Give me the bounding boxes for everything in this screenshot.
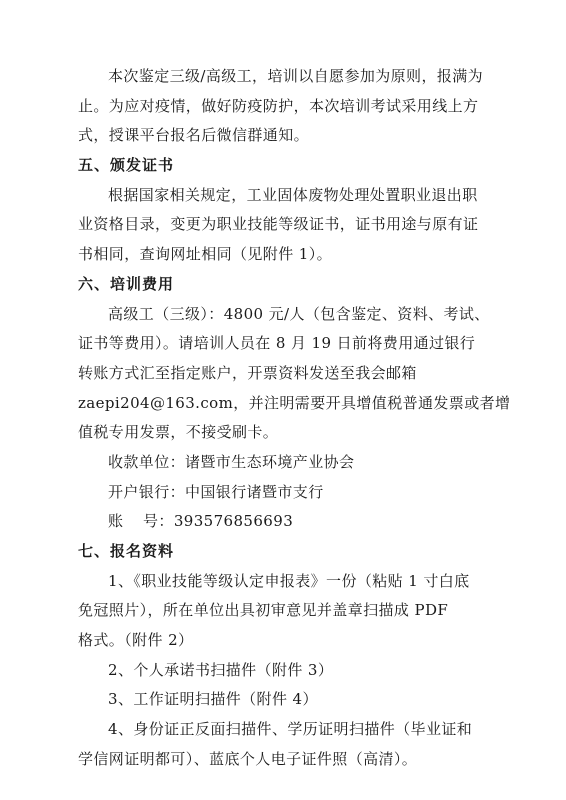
list-item-continuation: 免冠照片），所在单位出具初审意见并盖章扫描成 PDF <box>78 601 449 620</box>
paragraph-line: 证书等费用）。请培训人员在 8 月 19 日前将费用通过银行 <box>78 334 476 353</box>
paragraph-line: 式，授课平台报名后微信群通知。 <box>78 126 310 145</box>
account-number: 号：393576856693 <box>143 512 294 531</box>
paragraph-line: 值税专用发票，不接受刷卡。 <box>78 423 279 442</box>
payee-line: 收款单位：诸暨市生态环境产业协会 <box>108 452 355 471</box>
email-line: zaepi204@163.com，并注明需要开具增值税普通发票或者增 <box>78 393 511 412</box>
list-item: 4、身份证正反面扫描件、学历证明扫描件（毕业证和 <box>108 720 473 739</box>
paragraph-line: 业资格目录，变更为职业技能等级证书，证书用途与原有证 <box>78 215 479 234</box>
account-line <box>78 507 506 537</box>
list-item: 2、个人承诺书扫描件（附件 3） <box>108 660 334 679</box>
paragraph-line: 转账方式汇至指定账户，开票资料发送至我会邮箱 <box>78 363 417 382</box>
list-item: 1、《职业技能等级认定申报表》一份（粘贴 1 寸白底 <box>108 571 470 590</box>
bank-line: 开户银行：中国银行诸暨市支行 <box>108 482 324 501</box>
paragraph-line: 高级工（三级）：4800 元/人（包含鉴定、资料、考试、 <box>108 304 490 323</box>
list-item-continuation: 学信网证明都可）、蓝底个人电子证件照（高清）。 <box>78 749 418 768</box>
section-heading-materials: 七、报名资料 <box>78 542 175 560</box>
account-label-char: 账 <box>108 512 144 531</box>
section-heading-certificate: 五、颁发证书 <box>78 156 175 175</box>
paragraph-line: 书相同，查询网址相同（见附件 1）。 <box>78 245 333 264</box>
paragraph-line: 根据国家相关规定，工业固体废物处理处置职业退出职 <box>108 185 478 204</box>
section-heading-fees: 六、培训费用 <box>78 274 175 293</box>
paragraph-line: 止。为应对疫情，做好防疫防护，本次培训考试采用线上方 <box>78 96 479 115</box>
list-item-continuation: 格式。（附件 2） <box>78 631 194 650</box>
paragraph-line: 本次鉴定三级/高级工，培训以自愿参加为原则，报满为 <box>108 67 484 85</box>
list-item: 3、工作证明扫描件（附件 4） <box>108 690 318 709</box>
